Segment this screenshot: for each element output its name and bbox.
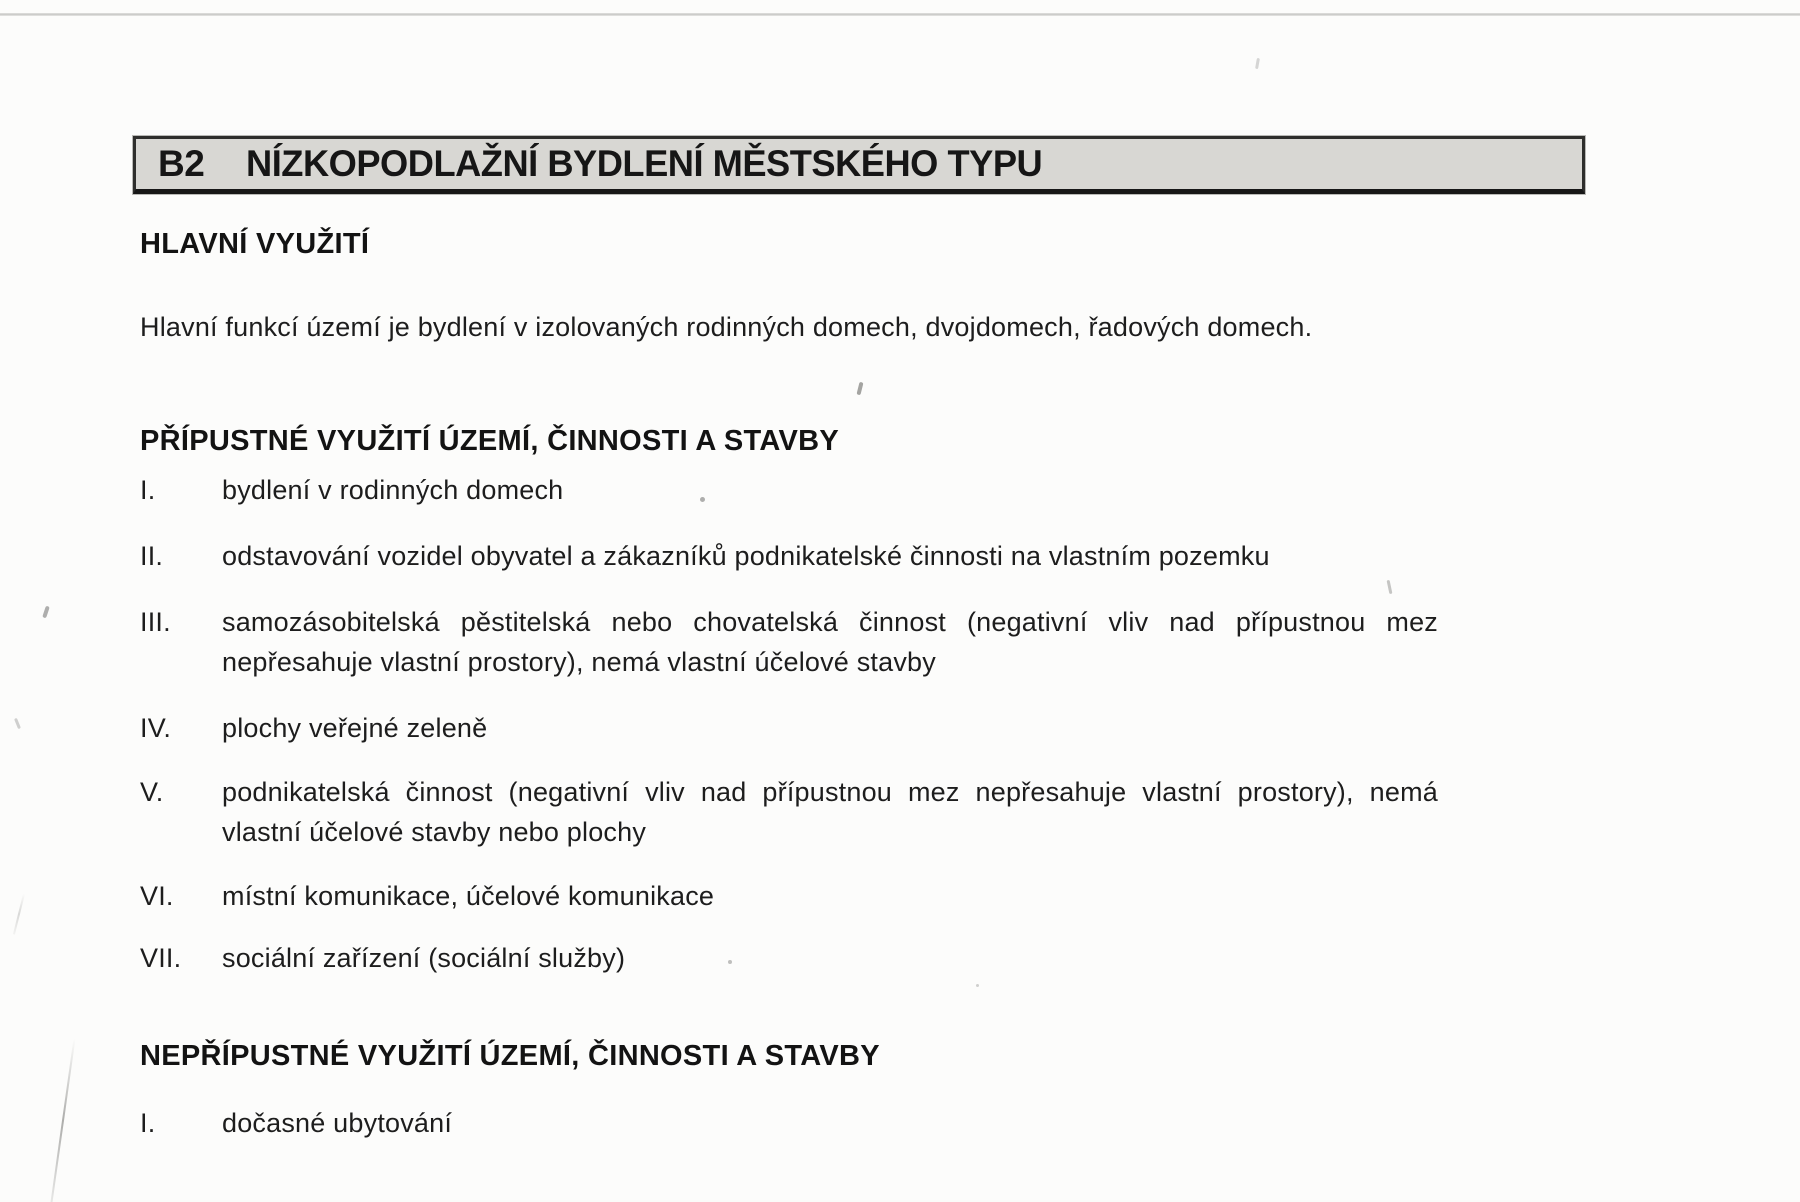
item-text: dočasné ubytování (222, 1108, 453, 1138)
scan-artifact (728, 960, 732, 964)
main-use-paragraph: Hlavní funkcí území je bydlení v izolovaných rodinných domech, dvojdomech, řadových domech. (140, 312, 1313, 342)
list-item (140, 536, 1440, 576)
scan-artifact (1387, 580, 1393, 594)
scan-artifact (976, 984, 979, 987)
section-code: B2 (158, 143, 205, 184)
scan-artifact (856, 382, 863, 396)
scan-edge-line (0, 13, 1800, 16)
item-text: místní komunikace, účelové komunikace (222, 881, 715, 911)
scan-artifact (14, 718, 21, 729)
list-item (140, 470, 1440, 510)
heading-main-use: HLAVNÍ VYUŽITÍ (140, 228, 370, 260)
item-numeral: III. (140, 607, 171, 637)
item-text: odstavování vozidel obyvatel a zákazníků podnikatelské činnosti na vlastním pozemku (222, 541, 1270, 571)
scan-crease-line (51, 1039, 76, 1202)
scan-artifact (1255, 58, 1260, 69)
item-text: podnikatelská činnost (negativní vliv nad přípustnou mez nepřesahuje vlastní prostory), nemá vlastní účelové stavby nebo plochy (222, 777, 1438, 847)
section-title: NÍZKOPODLAŽNÍ BYDLENÍ MĚSTSKÉHO TYPU (246, 143, 1043, 184)
item-text: bydlení v rodinných domech (222, 475, 564, 505)
scan-artifact (42, 606, 50, 619)
item-text: sociální zařízení (sociální služby) (222, 943, 626, 973)
list-item (140, 772, 1440, 852)
item-numeral: IV. (140, 713, 172, 743)
heading-permitted-use: PŘÍPUSTNÉ VYUŽITÍ ÚZEMÍ, ČINNOSTI A STAVBY (140, 425, 839, 457)
item-numeral: II. (140, 541, 164, 571)
scan-artifact (700, 497, 705, 502)
item-numeral: VII. (140, 943, 182, 973)
scan-crease-line (13, 893, 25, 934)
item-text: plochy veřejné zeleně (222, 713, 488, 743)
section-title-bar (133, 136, 1585, 194)
item-text: samozásobitelská pěstitelská nebo chovatelská činnost (negativní vliv nad přípustnou mez nepřesahuje vlastní prostory), nemá vlastní účelové stavby (222, 607, 1438, 677)
item-numeral: I. (140, 1108, 156, 1138)
list-item (140, 602, 1440, 682)
heading-not-permitted-use: NEPŘÍPUSTNÉ VYUŽITÍ ÚZEMÍ, ČINNOSTI A STAVBY (140, 1040, 880, 1072)
item-numeral: V. (140, 777, 164, 807)
list-item (140, 876, 1440, 916)
item-numeral: VI. (140, 881, 174, 911)
list-item (140, 938, 1440, 978)
item-numeral: I. (140, 475, 156, 505)
list-item (140, 708, 1440, 748)
list-item (140, 1103, 1440, 1143)
